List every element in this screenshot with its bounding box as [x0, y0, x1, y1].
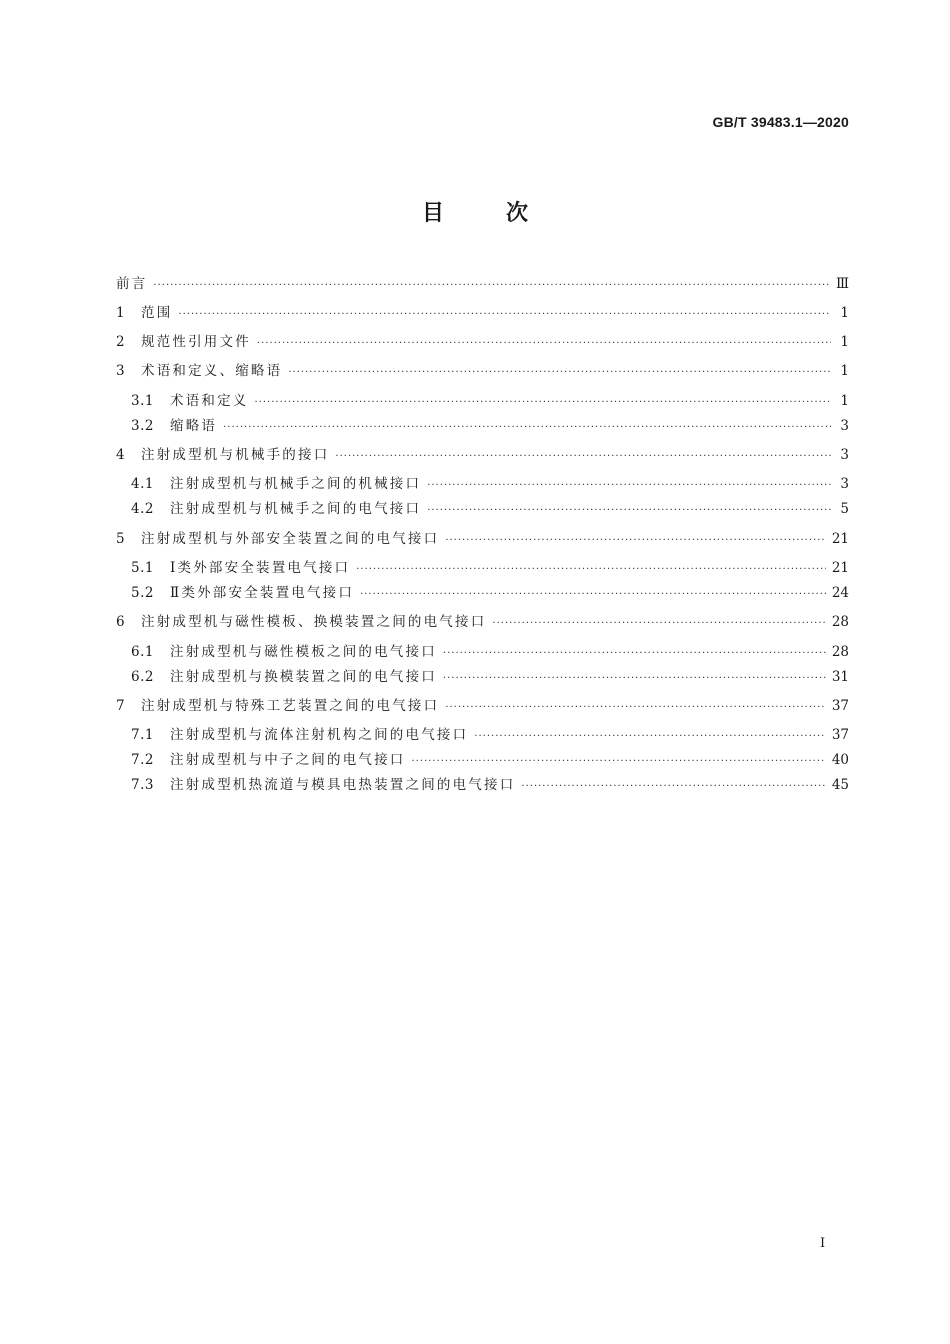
toc-entry-number: 3.2: [131, 418, 154, 434]
toc-entry-page: 40: [831, 752, 849, 768]
toc-entry[interactable]: [116, 750, 849, 770]
toc-dot-leader: [360, 585, 826, 605]
toc-entry[interactable]: [116, 667, 849, 687]
toc-entry-page: 24: [831, 585, 849, 601]
toc-dot-leader: [257, 334, 831, 354]
toc-entry-label: 注射成型机与中子之间的电气接口: [170, 752, 406, 768]
toc-entry[interactable]: [116, 499, 849, 519]
toc-entry-number: 4.1: [131, 476, 154, 492]
toc-entry[interactable]: [116, 642, 849, 662]
toc-entry[interactable]: [116, 696, 849, 716]
toc-entry-page: 21: [831, 531, 849, 547]
page-number: Ⅰ: [820, 1236, 826, 1251]
toc-entry-page: 5: [840, 501, 849, 517]
toc-entry-number: 1: [116, 305, 126, 321]
toc-dot-leader: [445, 531, 826, 551]
toc-entry-page: 1: [840, 363, 849, 379]
toc-dot-leader: [427, 501, 831, 521]
toc-title-char-1: 目: [421, 201, 444, 226]
toc-entry[interactable]: [116, 445, 849, 465]
toc-dot-leader: [255, 393, 832, 413]
toc-entry-number: 5: [116, 531, 126, 547]
toc-entry-label: Ⅱ类外部安全装置电气接口: [170, 585, 355, 601]
toc-entry-number: 5.1: [131, 560, 154, 576]
toc-entry[interactable]: [116, 303, 849, 323]
toc-entry-number: 6.1: [131, 644, 154, 660]
toc-entry-number: 7: [116, 698, 126, 714]
toc-entry-label: 注射成型机与换模装置之间的电气接口: [170, 669, 437, 685]
toc-entry-number: 6: [116, 614, 126, 630]
toc-entry[interactable]: [116, 332, 849, 352]
toc-entry-label: 注射成型机与机械手之间的电气接口: [170, 501, 422, 517]
toc-entry-number: 7.2: [131, 752, 154, 768]
toc-dot-leader: [443, 644, 826, 664]
toc-entry-number: 2: [116, 334, 126, 350]
toc-entry[interactable]: [116, 274, 849, 294]
toc-entry-page: 3: [840, 476, 849, 492]
toc-entry-page: 37: [831, 727, 849, 743]
toc-entry[interactable]: [116, 612, 849, 632]
toc-entry-label: 注射成型机与磁性模板、换模装置之间的电气接口: [141, 614, 487, 630]
toc-entry-page: Ⅲ: [835, 276, 849, 292]
toc-dot-leader: [492, 614, 825, 634]
toc-dot-leader: [178, 305, 831, 325]
toc-entry[interactable]: [116, 775, 849, 795]
toc-entry-label: 注射成型机与机械手的接口: [141, 447, 330, 463]
toc-entry-number: 7.3: [131, 777, 154, 793]
toc-title-char-2: 次: [506, 201, 529, 226]
toc-entry[interactable]: [116, 529, 849, 549]
toc-entry-number: 3: [116, 363, 126, 379]
toc-dot-leader: [427, 476, 831, 496]
toc-entry-number: 6.2: [131, 669, 154, 685]
toc-dot-leader: [474, 727, 826, 747]
toc-entry-number: 4.2: [131, 501, 154, 517]
toc-entry-label: 注射成型机热流道与模具电热装置之间的电气接口: [170, 777, 516, 793]
toc-entry-label: Ⅰ类外部安全装置电气接口: [170, 560, 351, 576]
toc-entry-page: 28: [831, 614, 849, 630]
toc-entry[interactable]: [116, 558, 849, 578]
toc-dot-leader: [445, 698, 826, 718]
toc-dot-leader: [335, 447, 831, 467]
toc-entry-label: 规范性引用文件: [141, 334, 251, 350]
toc-entry-page: 3: [840, 418, 849, 434]
toc-entry-page: 1: [840, 305, 849, 321]
toc-entry-label: 术语和定义、缩略语: [141, 363, 283, 379]
toc-entry[interactable]: [116, 583, 849, 603]
toc-entry-label: 注射成型机与特殊工艺装置之间的电气接口: [141, 698, 440, 714]
toc-entry-page: 37: [831, 698, 849, 714]
toc-dot-leader: [443, 669, 826, 689]
toc-entry[interactable]: [116, 391, 849, 411]
toc-entry-label: 范围: [141, 305, 173, 321]
toc-entry[interactable]: [116, 361, 849, 381]
toc-entry-label: 注射成型机与外部安全装置之间的电气接口: [141, 531, 440, 547]
toc-entry-page: 21: [831, 560, 849, 576]
toc-entry[interactable]: [116, 416, 849, 436]
toc-entry-page: 45: [831, 777, 849, 793]
toc-dot-leader: [288, 363, 831, 383]
toc-dot-leader: [521, 777, 825, 797]
toc-dot-leader: [223, 418, 831, 438]
toc-entry-label: 注射成型机与机械手之间的机械接口: [170, 476, 422, 492]
toc-entry-label: 术语和定义: [170, 393, 249, 409]
toc-entry-page: 31: [831, 669, 849, 685]
toc-entry-number: 7.1: [131, 727, 154, 743]
toc-dot-leader: [356, 560, 826, 580]
toc-dot-leader: [153, 276, 830, 296]
toc-entry-page: 28: [831, 644, 849, 660]
toc-entry[interactable]: [116, 474, 849, 494]
toc-title: [0, 196, 950, 227]
standard-number: GB/T 39483.1—2020: [712, 114, 849, 130]
toc-entry-label: 缩略语: [170, 418, 218, 434]
toc-entry-label: 注射成型机与流体注射机构之间的电气接口: [170, 727, 469, 743]
toc-entry-number: 4: [116, 447, 126, 463]
toc-entry-label: 注射成型机与磁性模板之间的电气接口: [170, 644, 437, 660]
toc-entry-page: 1: [840, 393, 849, 409]
toc-entry[interactable]: [116, 725, 849, 745]
toc-entry-page: 3: [840, 447, 849, 463]
toc-entry-page: 1: [840, 334, 849, 350]
toc-entry-number: 5.2: [131, 585, 154, 601]
toc-entry-number: 3.1: [131, 393, 154, 409]
toc-entry-label: 前言: [116, 276, 148, 292]
toc-dot-leader: [412, 752, 826, 772]
